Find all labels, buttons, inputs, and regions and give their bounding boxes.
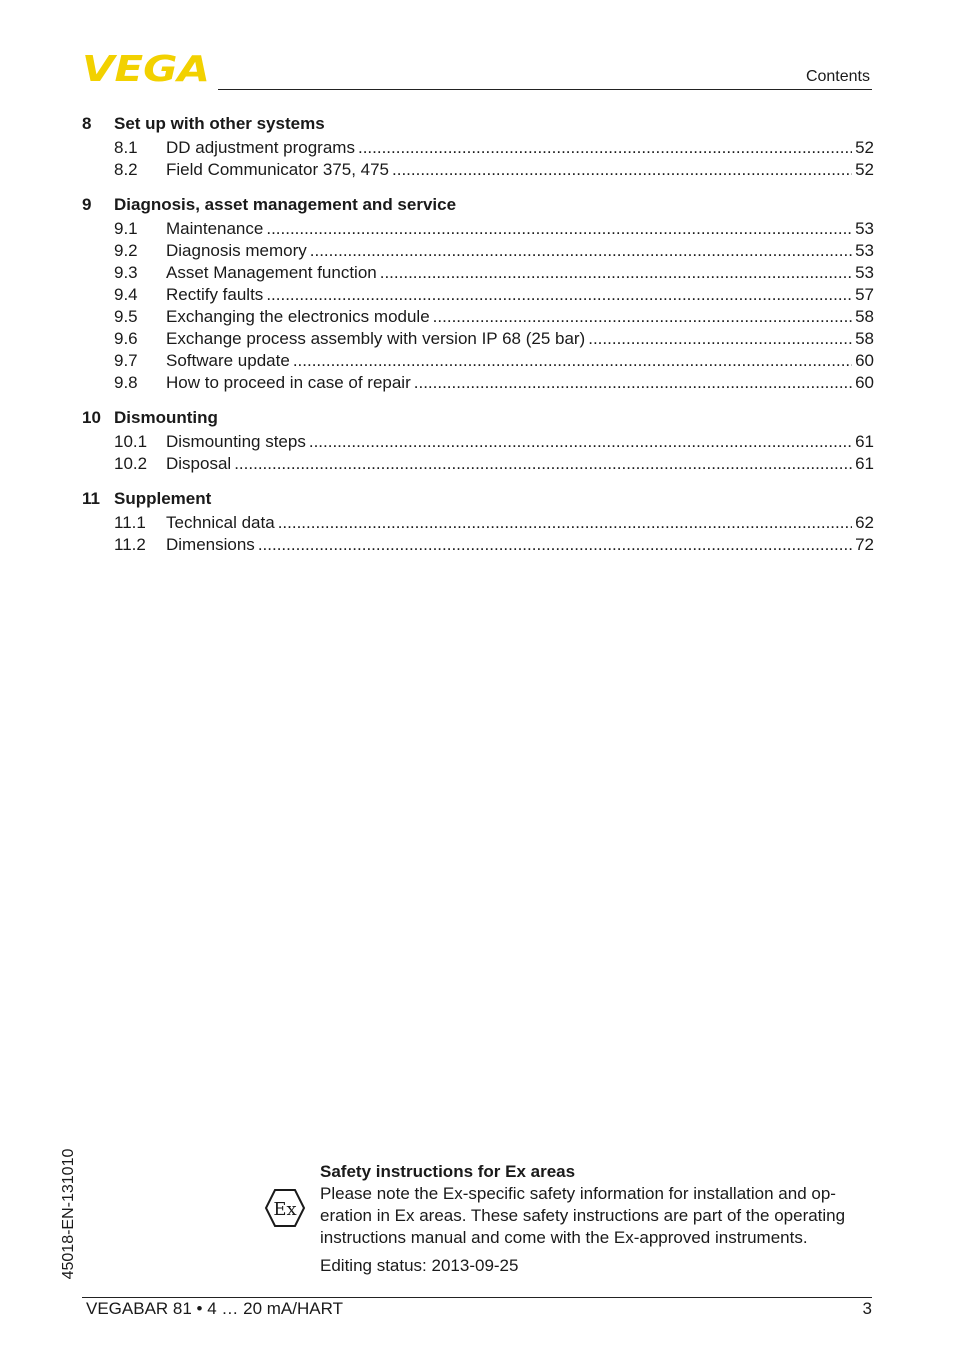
section-number: 8 [82, 114, 92, 133]
toc-section-heading[interactable] [82, 407, 874, 429]
entry-page-number: 58 [855, 329, 874, 348]
entry-number: 10.1 [114, 432, 148, 451]
safety-title: Safety instructions for Ex areas [320, 1162, 576, 1181]
footer-rule [82, 1297, 872, 1298]
entry-number: 9.8 [114, 373, 138, 392]
section-title: Supplement [114, 489, 212, 508]
section-title: Diagnosis, asset management and service [114, 195, 457, 214]
dot-leader [266, 218, 852, 240]
toc-entry[interactable] [82, 534, 874, 556]
toc-section [82, 194, 874, 394]
safety-line: eration in Ex areas. These safety instructions are part of the operating [320, 1206, 846, 1225]
entry-title: Exchange process assembly with version IP 68 (25 bar) [166, 329, 586, 348]
toc-entry[interactable] [82, 512, 874, 534]
section-title: Dismounting [114, 408, 218, 427]
entry-page-number: 60 [855, 351, 874, 370]
entry-title: Field Communicator 375, 475 [166, 160, 390, 179]
entry-title: Maintenance [166, 219, 264, 238]
entry-number: 11.2 [114, 535, 146, 554]
ex-hexagon-icon [264, 1188, 306, 1228]
dot-leader [392, 159, 852, 181]
toc-entry[interactable] [82, 431, 874, 453]
entry-page-number: 52 [855, 160, 874, 179]
toc-entry[interactable] [82, 240, 874, 262]
entry-number: 9.4 [114, 285, 138, 304]
entry-number: 9.6 [114, 329, 138, 348]
safety-notice [320, 1161, 876, 1277]
dot-leader [310, 240, 852, 262]
toc-entry[interactable] [82, 262, 874, 284]
section-number: 11 [82, 489, 100, 508]
toc-entry[interactable] [82, 328, 874, 350]
toc-section-heading[interactable] [82, 194, 874, 216]
entry-page-number: 62 [855, 513, 874, 532]
footer-product: VEGABAR 81 • 4 … 20 mA/HART [86, 1299, 343, 1318]
entry-number: 8.2 [114, 160, 138, 179]
entry-page-number: 53 [855, 241, 874, 260]
entry-title: Asset Management function [166, 263, 377, 282]
editing-status: Editing status: 2013-09-25 [320, 1256, 519, 1275]
safety-line: Please note the Ex-specific safety information for installation and op- [320, 1184, 836, 1203]
dot-leader [293, 350, 852, 372]
entry-number: 11.1 [114, 513, 146, 532]
dot-leader [266, 284, 852, 306]
dot-leader [309, 431, 852, 453]
toc-entry[interactable] [82, 453, 874, 475]
entry-title: How to proceed in case of repair [166, 373, 411, 392]
entry-number: 9.7 [114, 351, 138, 370]
entry-title: Exchanging the electronics module [166, 307, 430, 326]
entry-page-number: 61 [855, 454, 874, 473]
entry-page-number: 61 [855, 432, 874, 451]
toc-entry[interactable] [82, 306, 874, 328]
entry-page-number: 57 [855, 285, 874, 304]
section-number: 9 [82, 195, 92, 214]
entry-title: Diagnosis memory [166, 241, 307, 260]
safety-line: instructions manual and come with the Ex-approved instruments. [320, 1228, 808, 1247]
entry-number: 10.2 [114, 454, 148, 473]
vega-logo-text: VEGA [82, 52, 210, 82]
entry-number: 8.1 [114, 138, 138, 157]
entry-number: 9.2 [114, 241, 138, 260]
entry-title: DD adjustment programs [166, 138, 355, 157]
entry-page-number: 72 [855, 535, 874, 554]
dot-leader [380, 262, 852, 284]
header-rule [218, 89, 872, 90]
toc-entry[interactable] [82, 284, 874, 306]
table-of-contents [82, 113, 874, 569]
entry-number: 9.3 [114, 263, 138, 282]
toc-entry[interactable] [82, 350, 874, 372]
entry-page-number: 60 [855, 373, 874, 392]
document-code: 45018-EN-131010 [60, 1148, 77, 1280]
entry-title: Technical data [166, 513, 275, 532]
entry-number: 9.1 [114, 219, 138, 238]
toc-section [82, 488, 874, 556]
entry-title: Rectify faults [166, 285, 264, 304]
entry-title: Dimensions [166, 535, 255, 554]
entry-page-number: 58 [855, 307, 874, 326]
toc-entry[interactable] [82, 218, 874, 240]
entry-number: 9.5 [114, 307, 138, 326]
section-number: 10 [82, 408, 101, 427]
dot-leader [433, 306, 852, 328]
dot-leader [588, 328, 852, 350]
dot-leader [258, 534, 852, 556]
dot-leader [234, 453, 852, 475]
toc-section-heading[interactable] [82, 113, 874, 135]
entry-page-number: 52 [855, 138, 874, 157]
entry-title: Disposal [166, 454, 232, 473]
toc-section-heading[interactable] [82, 488, 874, 510]
section-title: Set up with other systems [114, 114, 325, 133]
dot-leader [414, 372, 852, 394]
dot-leader [358, 137, 852, 159]
entry-page-number: 53 [855, 263, 874, 282]
header-title: Contents [805, 68, 870, 85]
entry-title: Dismounting steps [166, 432, 306, 451]
vega-logo [82, 52, 210, 82]
toc-section [82, 113, 874, 181]
entry-page-number: 53 [855, 219, 874, 238]
entry-title: Software update [166, 351, 290, 370]
svg-text:Ex: Ex [273, 1199, 297, 1220]
toc-entry[interactable] [82, 137, 874, 159]
footer-page-number: 3 [862, 1299, 872, 1318]
dot-leader [278, 512, 852, 534]
toc-section [82, 407, 874, 475]
toc-entry[interactable] [82, 372, 874, 394]
toc-entry[interactable] [82, 159, 874, 181]
